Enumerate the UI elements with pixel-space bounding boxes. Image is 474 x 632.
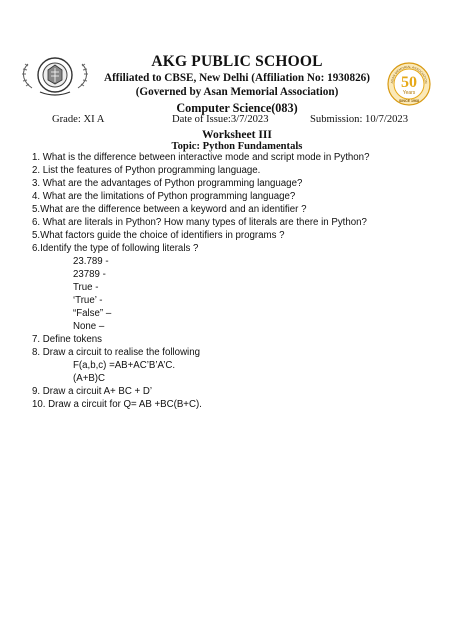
expression-2: (A+B)C — [73, 373, 106, 384]
question-12: 10. Draw a circuit for Q= AB +BC(B+C). — [32, 399, 202, 410]
worksheet-title: Worksheet III — [202, 128, 272, 141]
literal-item: True - — [73, 282, 99, 293]
question-1: 1. What is the difference between interactive mode and script mode in Python? — [32, 152, 370, 163]
badge-number: 50 — [401, 74, 417, 91]
question-10: 8. Draw a circuit to realise the following — [32, 347, 200, 358]
topic-line: Topic: Python Fundamentals — [171, 141, 303, 152]
question-11: 9. Draw a circuit A+ BC + D’ — [32, 386, 153, 397]
submission-date: Submission: 10/7/2023 — [310, 114, 409, 125]
expression-1: F(a,b,c) =AB+AC’B’A’C. — [73, 360, 176, 371]
issue-date: Date of Issue:3/7/2023 — [172, 114, 269, 125]
badge-ring-text: ASAN MEMORIAL ASSOCIATION — [389, 64, 429, 84]
school-name: AKG PUBLIC SCHOOL — [151, 53, 323, 70]
literal-item: “False” – — [73, 308, 112, 319]
question-6: 6. What are literals in Python? How many types of literals are there in Python? — [32, 217, 367, 228]
governing-body-line: (Governed by Asan Memorial Association) — [135, 86, 339, 98]
badge-word: Years — [402, 90, 416, 96]
question-7: 5.What factors guide the choice of identifiers in programs ? — [32, 230, 285, 241]
affiliation-line: Affiliated to CBSE, New Delhi (Affiliation No: 1930826) — [104, 72, 370, 84]
literal-item: ‘True’ - — [73, 295, 103, 306]
question-3: 3. What are the advantages of Python programming language? — [32, 178, 303, 189]
literal-item: 23789 - — [73, 269, 106, 280]
question-2: 2. List the features of Python programming language. — [32, 165, 261, 176]
literal-item: None – — [73, 321, 105, 332]
question-5: 5.What are the difference between a keyword and an identifier ? — [32, 204, 307, 215]
question-4: 4. What are the limitations of Python programming language? — [32, 191, 296, 202]
literal-item: 23.789 - — [73, 256, 109, 267]
grade-label: Grade: XI A — [52, 114, 105, 125]
question-9: 7. Define tokens — [32, 334, 103, 345]
subject-title: Computer Science(083) — [176, 101, 298, 115]
question-8: 6.Identify the type of following literals ? — [32, 243, 199, 254]
badge-since: SINCE 1968 — [399, 99, 419, 103]
